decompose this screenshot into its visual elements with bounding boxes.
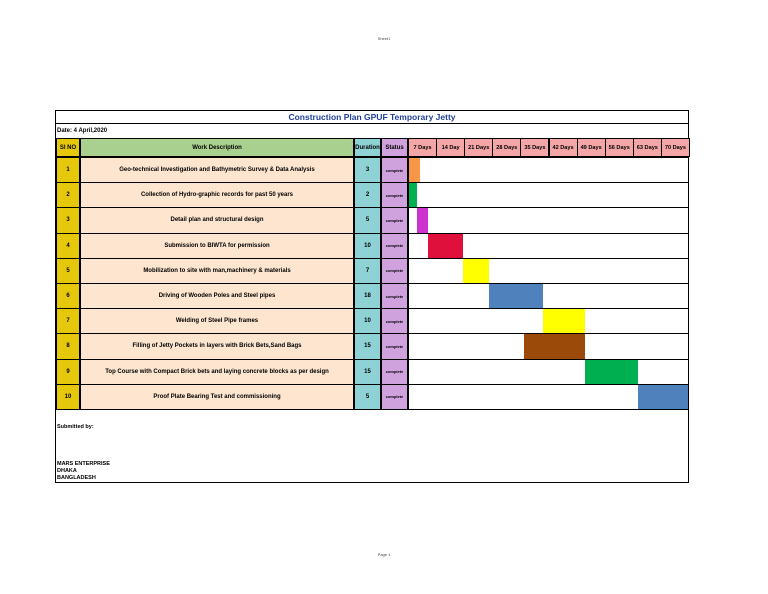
header-work-description: Work Description <box>80 138 354 157</box>
gantt-row <box>408 333 689 359</box>
task-description: Welding of Steel Pipe frames <box>80 308 354 334</box>
task-description: Proof Plate Bearing Test and commissioning <box>80 384 354 410</box>
task-description: Collection of Hydro-graphic records for past 50 years <box>80 182 354 208</box>
task-sl-no: 8 <box>56 333 80 359</box>
task-duration: 15 <box>354 333 381 359</box>
task-duration: 10 <box>354 233 381 259</box>
plan-title: Construction Plan GPUF Temporary Jetty <box>56 111 688 124</box>
submitted-by-label: Submitted by: <box>57 424 94 430</box>
gantt-bar <box>409 158 420 182</box>
gantt-row <box>408 157 689 183</box>
task-sl-no: 4 <box>56 233 80 259</box>
header-period: 63 Days <box>633 138 662 157</box>
header-period: 56 Days <box>605 138 634 157</box>
task-duration: 18 <box>354 283 381 309</box>
header-sl-no: Sl NO <box>56 138 80 157</box>
gantt-bar <box>489 284 543 308</box>
company-country: BANGLADESH <box>57 475 96 481</box>
gantt-row <box>408 384 689 410</box>
task-description: Geo-technical Investigation and Bathymetric Survey & Data Analysis <box>80 157 354 183</box>
gantt-bar <box>417 208 428 232</box>
task-duration: 10 <box>354 308 381 334</box>
task-sl-no: 5 <box>56 258 80 284</box>
task-sl-no: 2 <box>56 182 80 208</box>
company-city: DHAKA <box>57 468 77 474</box>
task-duration: 15 <box>354 359 381 385</box>
gantt-row <box>408 207 689 233</box>
gantt-row <box>408 233 689 259</box>
task-description: Driving of Wooden Poles and Steel pipes <box>80 283 354 309</box>
task-duration: 5 <box>354 384 381 410</box>
header-period: 28 Days <box>492 138 521 157</box>
gantt-row <box>408 283 689 309</box>
gantt-bar <box>585 360 639 384</box>
task-status: complete <box>381 384 408 410</box>
task-status: complete <box>381 359 408 385</box>
header-period: 7 Days <box>408 138 437 157</box>
task-duration: 3 <box>354 157 381 183</box>
header-status: Status <box>381 138 408 157</box>
task-description: Mobilization to site with man,machinery & materials <box>80 258 354 284</box>
header-period: 35 Days <box>520 138 549 157</box>
gantt-bar <box>409 183 417 207</box>
header-period: 21 Days <box>464 138 493 157</box>
task-status: complete <box>381 157 408 183</box>
task-description: Detail plan and structural design <box>80 207 354 233</box>
task-status: complete <box>381 283 408 309</box>
company-name: MARS ENTERPRISE <box>57 461 110 467</box>
task-status: complete <box>381 308 408 334</box>
gantt-bar <box>524 334 585 358</box>
gantt-row <box>408 258 689 284</box>
task-status: complete <box>381 207 408 233</box>
task-description: Top Course with Compact Brick bets and laying concrete blocks as per design <box>80 359 354 385</box>
task-sl-no: 1 <box>56 157 80 183</box>
construction-plan-table <box>55 110 689 483</box>
page-label: Page 1 <box>377 552 391 557</box>
task-duration: 5 <box>354 207 381 233</box>
header-duration: Duration <box>354 138 381 157</box>
task-sl-no: 10 <box>56 384 80 410</box>
task-status: complete <box>381 233 408 259</box>
gantt-bar <box>638 385 688 409</box>
gantt-row <box>408 359 689 385</box>
header-period: 49 Days <box>577 138 606 157</box>
gantt-row <box>408 308 689 334</box>
task-description: Submission to BIWTA for permission <box>80 233 354 259</box>
task-status: complete <box>381 258 408 284</box>
sheet-label: Sheet1 <box>377 36 391 41</box>
header-period: 42 Days <box>549 138 578 157</box>
gantt-bar <box>463 259 490 283</box>
task-status: complete <box>381 333 408 359</box>
task-description: Filling of Jetty Pockets in layers with Brick Bets,Sand Bags <box>80 333 354 359</box>
task-duration: 2 <box>354 182 381 208</box>
task-duration: 7 <box>354 258 381 284</box>
task-sl-no: 9 <box>56 359 80 385</box>
gantt-bar <box>428 234 462 258</box>
task-sl-no: 6 <box>56 283 80 309</box>
gantt-row <box>408 182 689 208</box>
plan-date: Date: 4 April,2020 <box>57 128 108 134</box>
task-sl-no: 3 <box>56 207 80 233</box>
gantt-bar <box>543 309 585 333</box>
task-sl-no: 7 <box>56 308 80 334</box>
header-period: 14 Day <box>436 138 465 157</box>
header-period: 70 Days <box>661 138 690 157</box>
task-status: complete <box>381 182 408 208</box>
